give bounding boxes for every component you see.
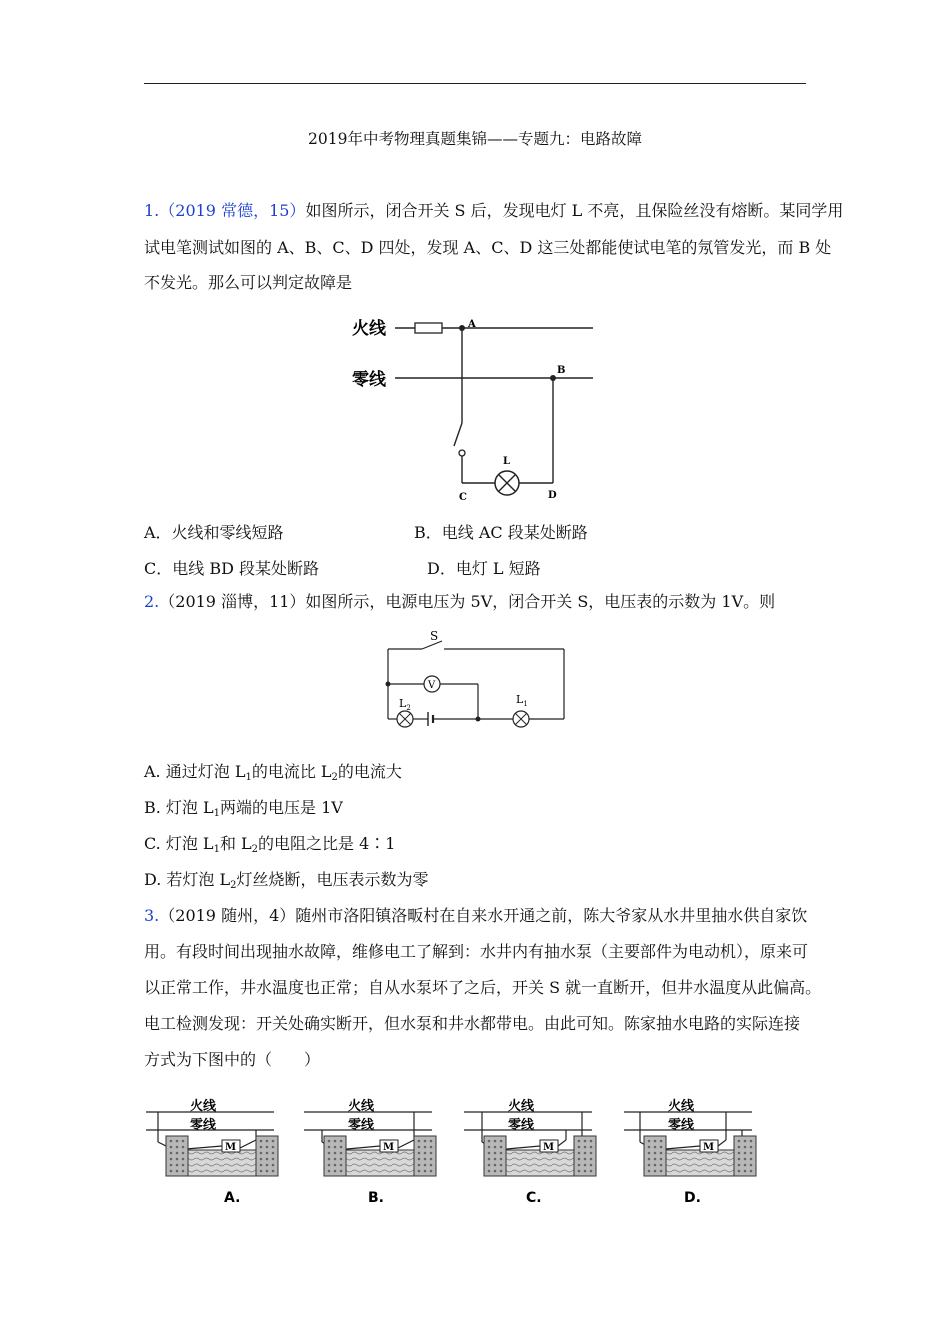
label-l2: $L_2$ bbox=[399, 697, 411, 712]
q2-label-s: S bbox=[430, 629, 439, 643]
q1-circuit-diagram bbox=[340, 308, 610, 508]
svg-text:M: M bbox=[703, 1142, 715, 1153]
label-a: A bbox=[468, 319, 476, 330]
q1-option-b: B．电线 AC 段某处断路 bbox=[414, 523, 588, 542]
switch-s-icon bbox=[454, 423, 462, 446]
label-l: L bbox=[503, 456, 511, 467]
label-l1: $L_1$ bbox=[516, 693, 528, 708]
q3-line-1 bbox=[144, 906, 807, 926]
q1-line-1 bbox=[144, 201, 843, 221]
q1-line-2: 试电笔测试如图的 A、B、C、D 四处，发现 A、C、D 这三处都能使试电笔的氖管发光，而 B 处 bbox=[144, 238, 832, 257]
svg-text:火线: 火线 bbox=[508, 1099, 535, 1114]
label-b: B bbox=[557, 365, 566, 376]
q1-fire-label: 火线 bbox=[352, 319, 386, 339]
q3-figure-d bbox=[624, 1098, 756, 1206]
label-d: D bbox=[548, 490, 557, 501]
q3-figure-a bbox=[146, 1098, 278, 1206]
svg-text:零线: 零线 bbox=[348, 1118, 375, 1133]
voltmeter-label: V bbox=[428, 680, 436, 691]
q2-option-c: C. 灯泡 $L_1$和 $L_2$的电阻之比是 4∶1 bbox=[144, 834, 396, 855]
q3-line-2: 用。有段时间出现抽水故障，维修电工了解到：水井内有抽水泵（主要部件为电动机），原来可 bbox=[144, 942, 809, 961]
q2-number: 2. bbox=[144, 592, 160, 611]
q1-text-1: 如图所示，闭合开关 S 后，发现电灯 L 不亮，且保险丝没有熔断。某同学用 bbox=[305, 201, 844, 220]
q3-figure-b bbox=[304, 1098, 436, 1206]
q2-option-a: A. 通过灯泡 $L_1$的电流比 $L_2$的电流大 bbox=[144, 762, 402, 783]
svg-text:C.: C. bbox=[526, 1190, 542, 1206]
svg-text:M: M bbox=[543, 1142, 555, 1153]
q2-line-1 bbox=[144, 592, 775, 612]
svg-text:B.: B. bbox=[368, 1190, 384, 1206]
svg-text:D.: D. bbox=[684, 1190, 701, 1206]
page-title: 2019年中考物理真题集锦——专题九：电路故障 bbox=[308, 130, 642, 148]
q2-option-b: B. 灯泡 $L_1$两端的电压是 1V bbox=[144, 798, 343, 819]
svg-text:火线: 火线 bbox=[348, 1099, 375, 1114]
q3-line-4: 电工检测发现：开关处确实断开，但水泵和井水都带电。由此可知。陈家抽水电路的实际连接 bbox=[144, 1014, 801, 1033]
q1-number-source: 1.（2019 常德，15） bbox=[144, 201, 306, 220]
q1-line-3: 不发光。那么可以判定故障是 bbox=[144, 273, 353, 292]
svg-text:零线: 零线 bbox=[508, 1118, 535, 1133]
label-c: C bbox=[459, 492, 467, 503]
svg-text:M: M bbox=[383, 1142, 395, 1153]
fuse-icon bbox=[415, 323, 442, 333]
svg-text:零线: 零线 bbox=[668, 1118, 695, 1133]
q2-option-d: D. 若灯泡 $L_2$灯丝烧断，电压表示数为零 bbox=[144, 870, 429, 891]
q1-option-d: D．电灯 L 短路 bbox=[427, 559, 541, 578]
svg-text:火线: 火线 bbox=[668, 1099, 695, 1114]
q2-text: （2019 淄博，11）如图所示，电源电压为 5V，闭合开关 S，电压表的示数为 1V。则 bbox=[159, 592, 776, 611]
svg-text:A.: A. bbox=[224, 1190, 241, 1206]
q1-zero-label: 零线 bbox=[352, 370, 386, 390]
q1-option-c: C．电线 BD 段某处断路 bbox=[144, 559, 320, 578]
header-rule bbox=[144, 83, 806, 84]
q2-circuit-diagram bbox=[380, 627, 575, 737]
q3-line-3: 以正常工作，井水温度也正常；自从水泵坏了之后，开关 S 就一直断开，但井水温度从此偏高。 bbox=[144, 978, 822, 997]
q3-text-1: （2019 随州，4）随州市洛阳镇洛畈村在自来水开通之前，陈大爷家从水井里抽水供自家饮 bbox=[159, 906, 808, 925]
q3-number: 3. bbox=[144, 906, 160, 925]
svg-text:火线: 火线 bbox=[190, 1099, 217, 1114]
svg-text:M: M bbox=[225, 1142, 237, 1153]
q3-figure-c bbox=[464, 1098, 596, 1206]
q3-options-diagrams bbox=[144, 1090, 816, 1215]
svg-text:零线: 零线 bbox=[190, 1118, 217, 1133]
q1-option-a: A．火线和零线短路 bbox=[144, 523, 284, 542]
q3-line-5: 方式为下图中的（ ） bbox=[144, 1050, 321, 1069]
